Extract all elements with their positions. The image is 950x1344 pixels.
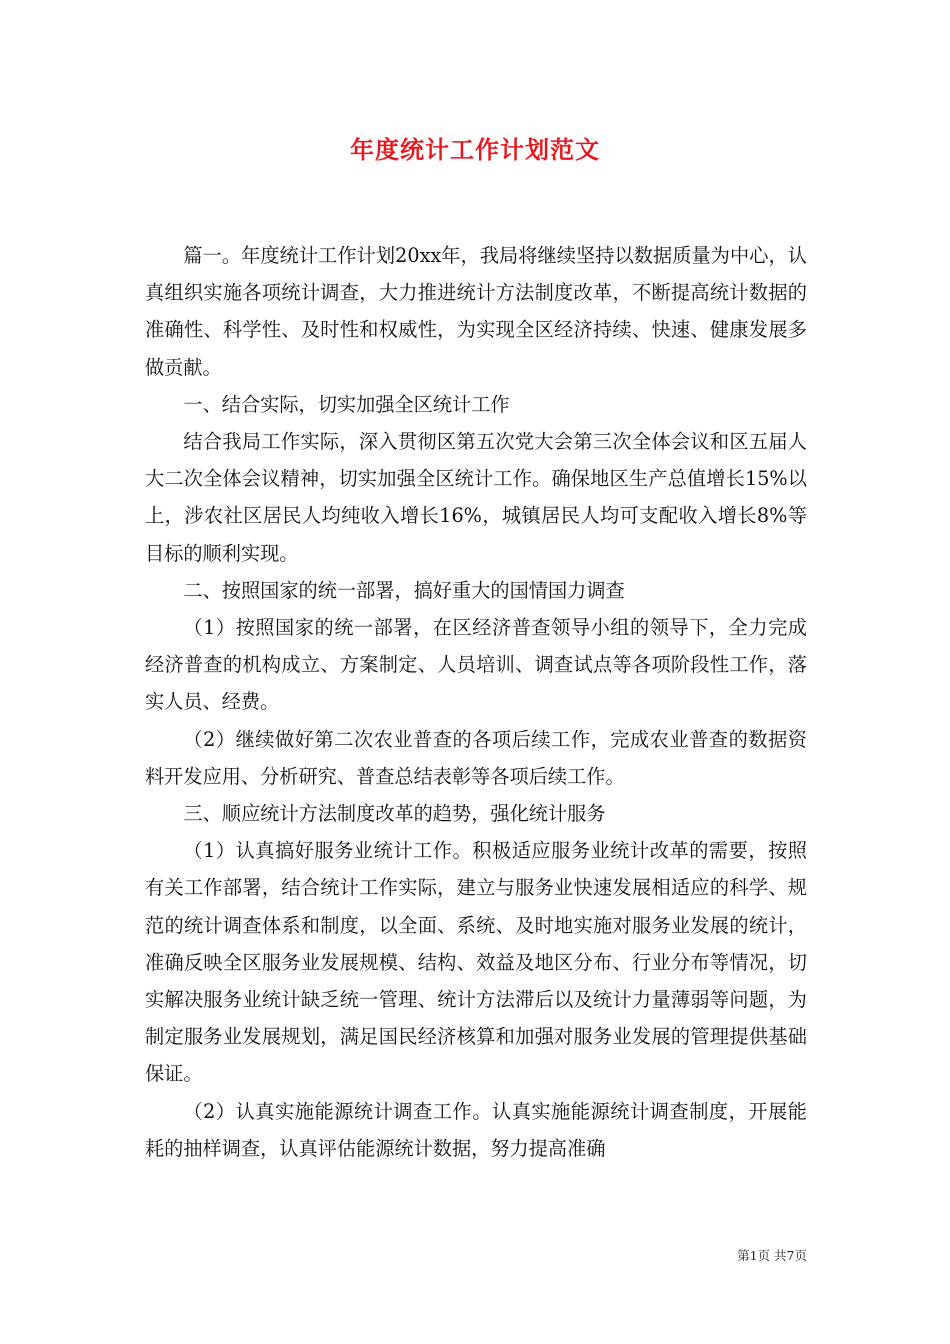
document-title: 年度统计工作计划范文 <box>350 135 600 164</box>
section-heading-3: 三、顺应统计方法制度改革的趋势，强化统计服务 <box>183 802 606 826</box>
section-heading-2: 二、按照国家的统一部署，搞好重大的国情国力调查 <box>183 578 625 602</box>
intro-paragraph: 篇一。年度统计工作计划20xx年，我局将继续坚持以数据质量为中心，认真组织实施各项统计调查，大力推进统计方法制度改革，不断提高统计数据的准确性、科学性、及时性和权威性，为实现全区经济持续、快速、健康发展多做贡献。 <box>145 244 807 379</box>
section-1-paragraph: 结合我局工作实际，深入贯彻区第五次党大会第三次全体会议和区五届人大二次全体会议精神，切实加强全区统计工作。确保地区生产总值增长15%以上，涉农社区居民人均纯收入增长16%，城镇居民人均可支配收入增长8%等目标的顺利实现。 <box>145 430 807 565</box>
section-3-item-2: （2）认真实施能源统计调查工作。认真实施能源统计调查制度，开展能耗的抽样调查，认真评估能源统计数据，努力提高准确 <box>145 1099 807 1160</box>
section-2-item-1: （1）按照国家的统一部署，在区经济普查领导小组的领导下，全力完成经济普查的机构成立、方案制定、人员培训、调查试点等各项阶段性工作，落实人员、经费。 <box>145 616 807 714</box>
section-heading-1: 一、结合实际，切实加强全区统计工作 <box>183 392 510 416</box>
section-2-item-2: （2）继续做好第二次农业普查的各项后续工作，完成农业普查的数据资料开发应用、分析研究、普查总结表彰等各项后续工作。 <box>145 727 807 788</box>
document-body <box>145 237 807 1167</box>
section-3-item-1: （1）认真搞好服务业统计工作。积极适应服务业统计改革的需要，按照有关工作部署，结合统计工作实际，建立与服务业快速发展相适应的科学、规范的统计调查体系和制度，以全面、系统、及时地实施对服务业发展的统计，准确反映全区服务业发展规模、结构、效益及地区分布、行业分布等情况，切实解决服务业统计缺乏统一管理、统计方法滞后以及统计力量薄弱等问题，为制定服务业发展规划，满足国民经济核算和加强对服务业发展的管理提供基础保证。 <box>145 839 807 1086</box>
page-number: 第1页 共7页 <box>737 1248 807 1263</box>
